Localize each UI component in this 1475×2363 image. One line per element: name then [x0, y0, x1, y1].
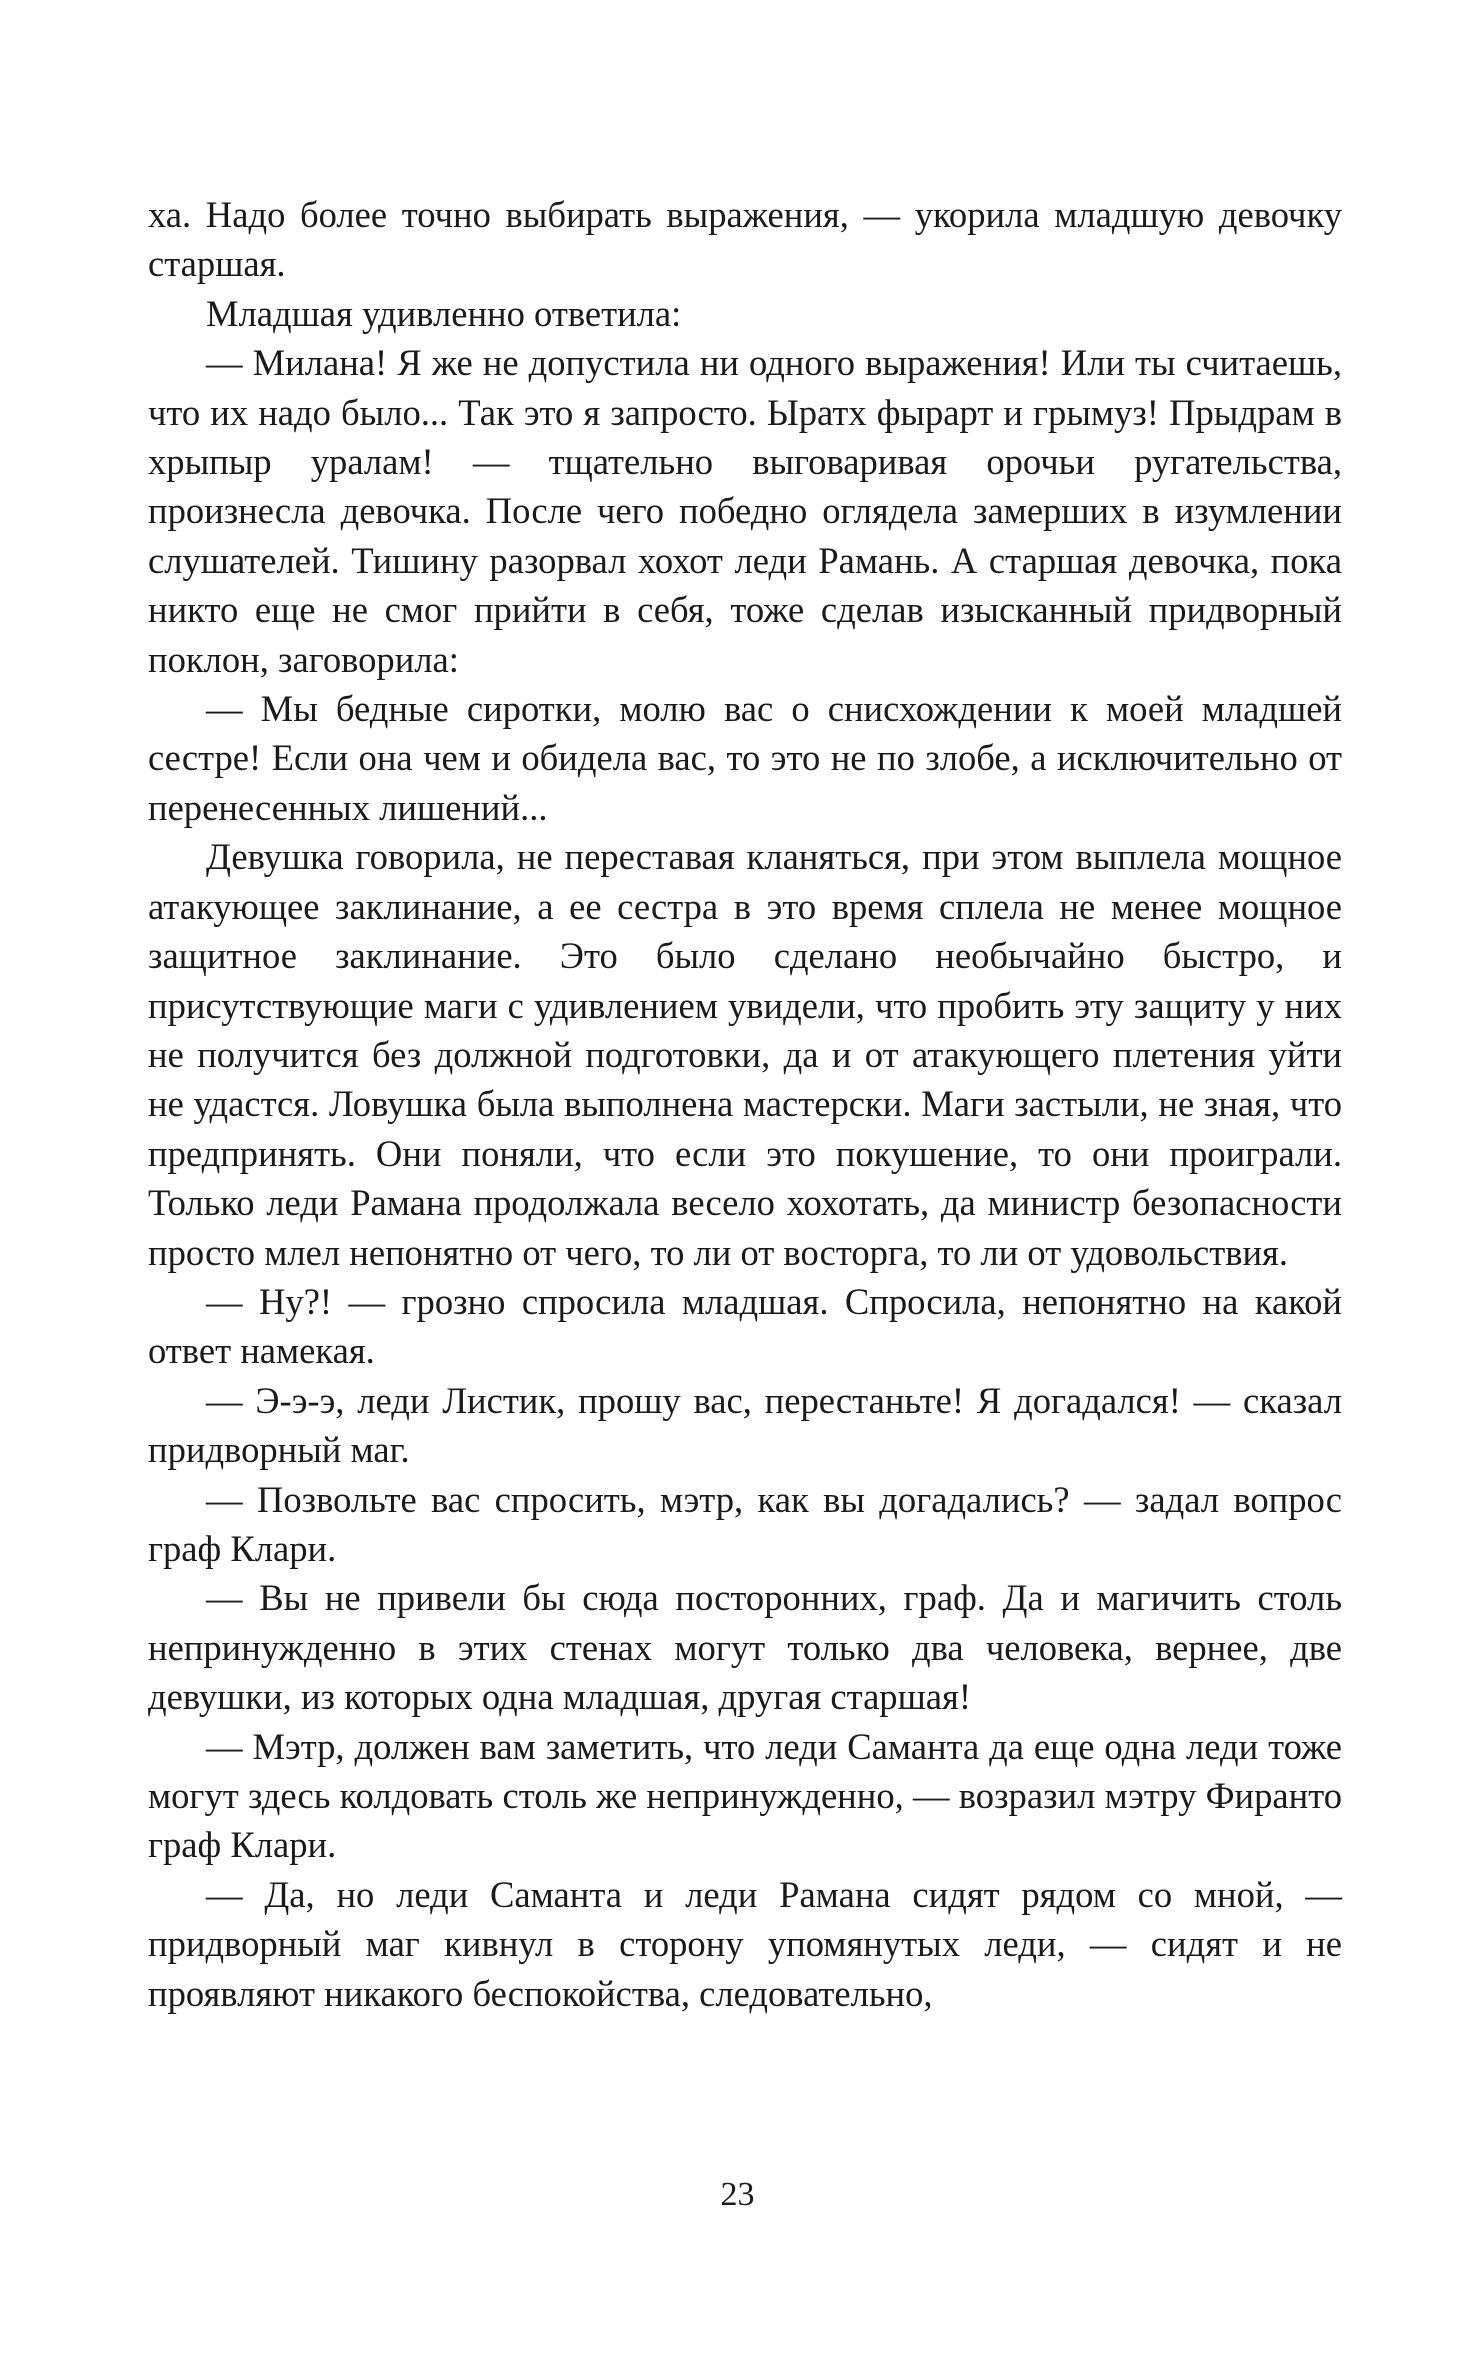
paragraph-3: — Милана! Я же не допустила ни одного выражения! Или ты считаешь, что их надо было... Так это я запросто. Ыратх фырарт и грымуз! Прыдрам в хрыпыр уралам! — тщательно выговаривая орочьи ругательства, произнесла девочка. После чего победно оглядела замерших в изумлении слушателей. Тишину разорвал хохот леди Рамань. А старшая девочка, пока никто еще не смог прийти в себя, тоже сделав изысканный придворный поклон, заговорила:: [148, 342, 1342, 680]
paragraph-2: Младшая удивленно ответила:: [206, 292, 682, 334]
paragraph-10: — Мэтр, должен вам заметить, что леди Саманта да еще одна леди тоже могут здесь колдовать столь же непринужденно, — возразил мэтру Фиранто граф Клари.: [148, 1725, 1342, 1866]
paragraph-8: — Позвольте вас спросить, мэтр, как вы догадались? — задал вопрос граф Клари.: [148, 1478, 1342, 1569]
paragraph-6: — Ну?! — грозно спросила младшая. Спросила, непонятно на какой ответ намекая.: [148, 1280, 1342, 1372]
paragraph-1: ха. Надо более точно выбирать выражения, — укорила младшую девочку старшая.: [148, 194, 1342, 285]
page-number: 23: [720, 2176, 755, 2213]
paragraph-11: — Да, но леди Саманта и леди Рамана сидят рядом со мной, — придворный маг кивнул в сторону упомянутых леди, — сидят и не проявляют никакого беспокойства, следовательно,: [148, 1873, 1342, 2014]
paragraph-7: — Э-э-э, леди Листик, прошу вас, перестаньте! Я догадался! — сказал придворный маг.: [148, 1379, 1342, 1471]
book-page-text: [148, 190, 1342, 2018]
paragraph-4: — Мы бедные сиротки, молю вас о снисхождении к моей младшей сестре! Если она чем и обидела вас, то это не по злобе, а исключительно от перенесенных лишений...: [148, 688, 1342, 828]
paragraph-5: Девушка говорила, не переставая кланяться, при этом выплела мощное атакующее заклинание, а ее сестра в это время сплела не менее мощное защитное заклинание. Это было сделано необычайно быстро, и присутствующие маги с удивлением увидели, что пробить эту защиту у них не получится без должной подготовки, да и от атакующего плетения уйти не удастся. Ловушка была выполнена мастерски. Маги застыли, не зная, что предпринять. Они поняли, что если это покушение, то они проиграли. Только леди Рамана продолжала весело хохотать, да министр безопасности просто млел непонятно от чего, то ли от восторга, то ли от удовольствия.: [148, 836, 1342, 1273]
paragraph-9: — Вы не привели бы сюда посторонних, граф. Да и магичить столь непринужденно в этих стенах могут только два человека, вернее, две девушки, из которых одна младшая, другая старшая!: [148, 1577, 1342, 1718]
